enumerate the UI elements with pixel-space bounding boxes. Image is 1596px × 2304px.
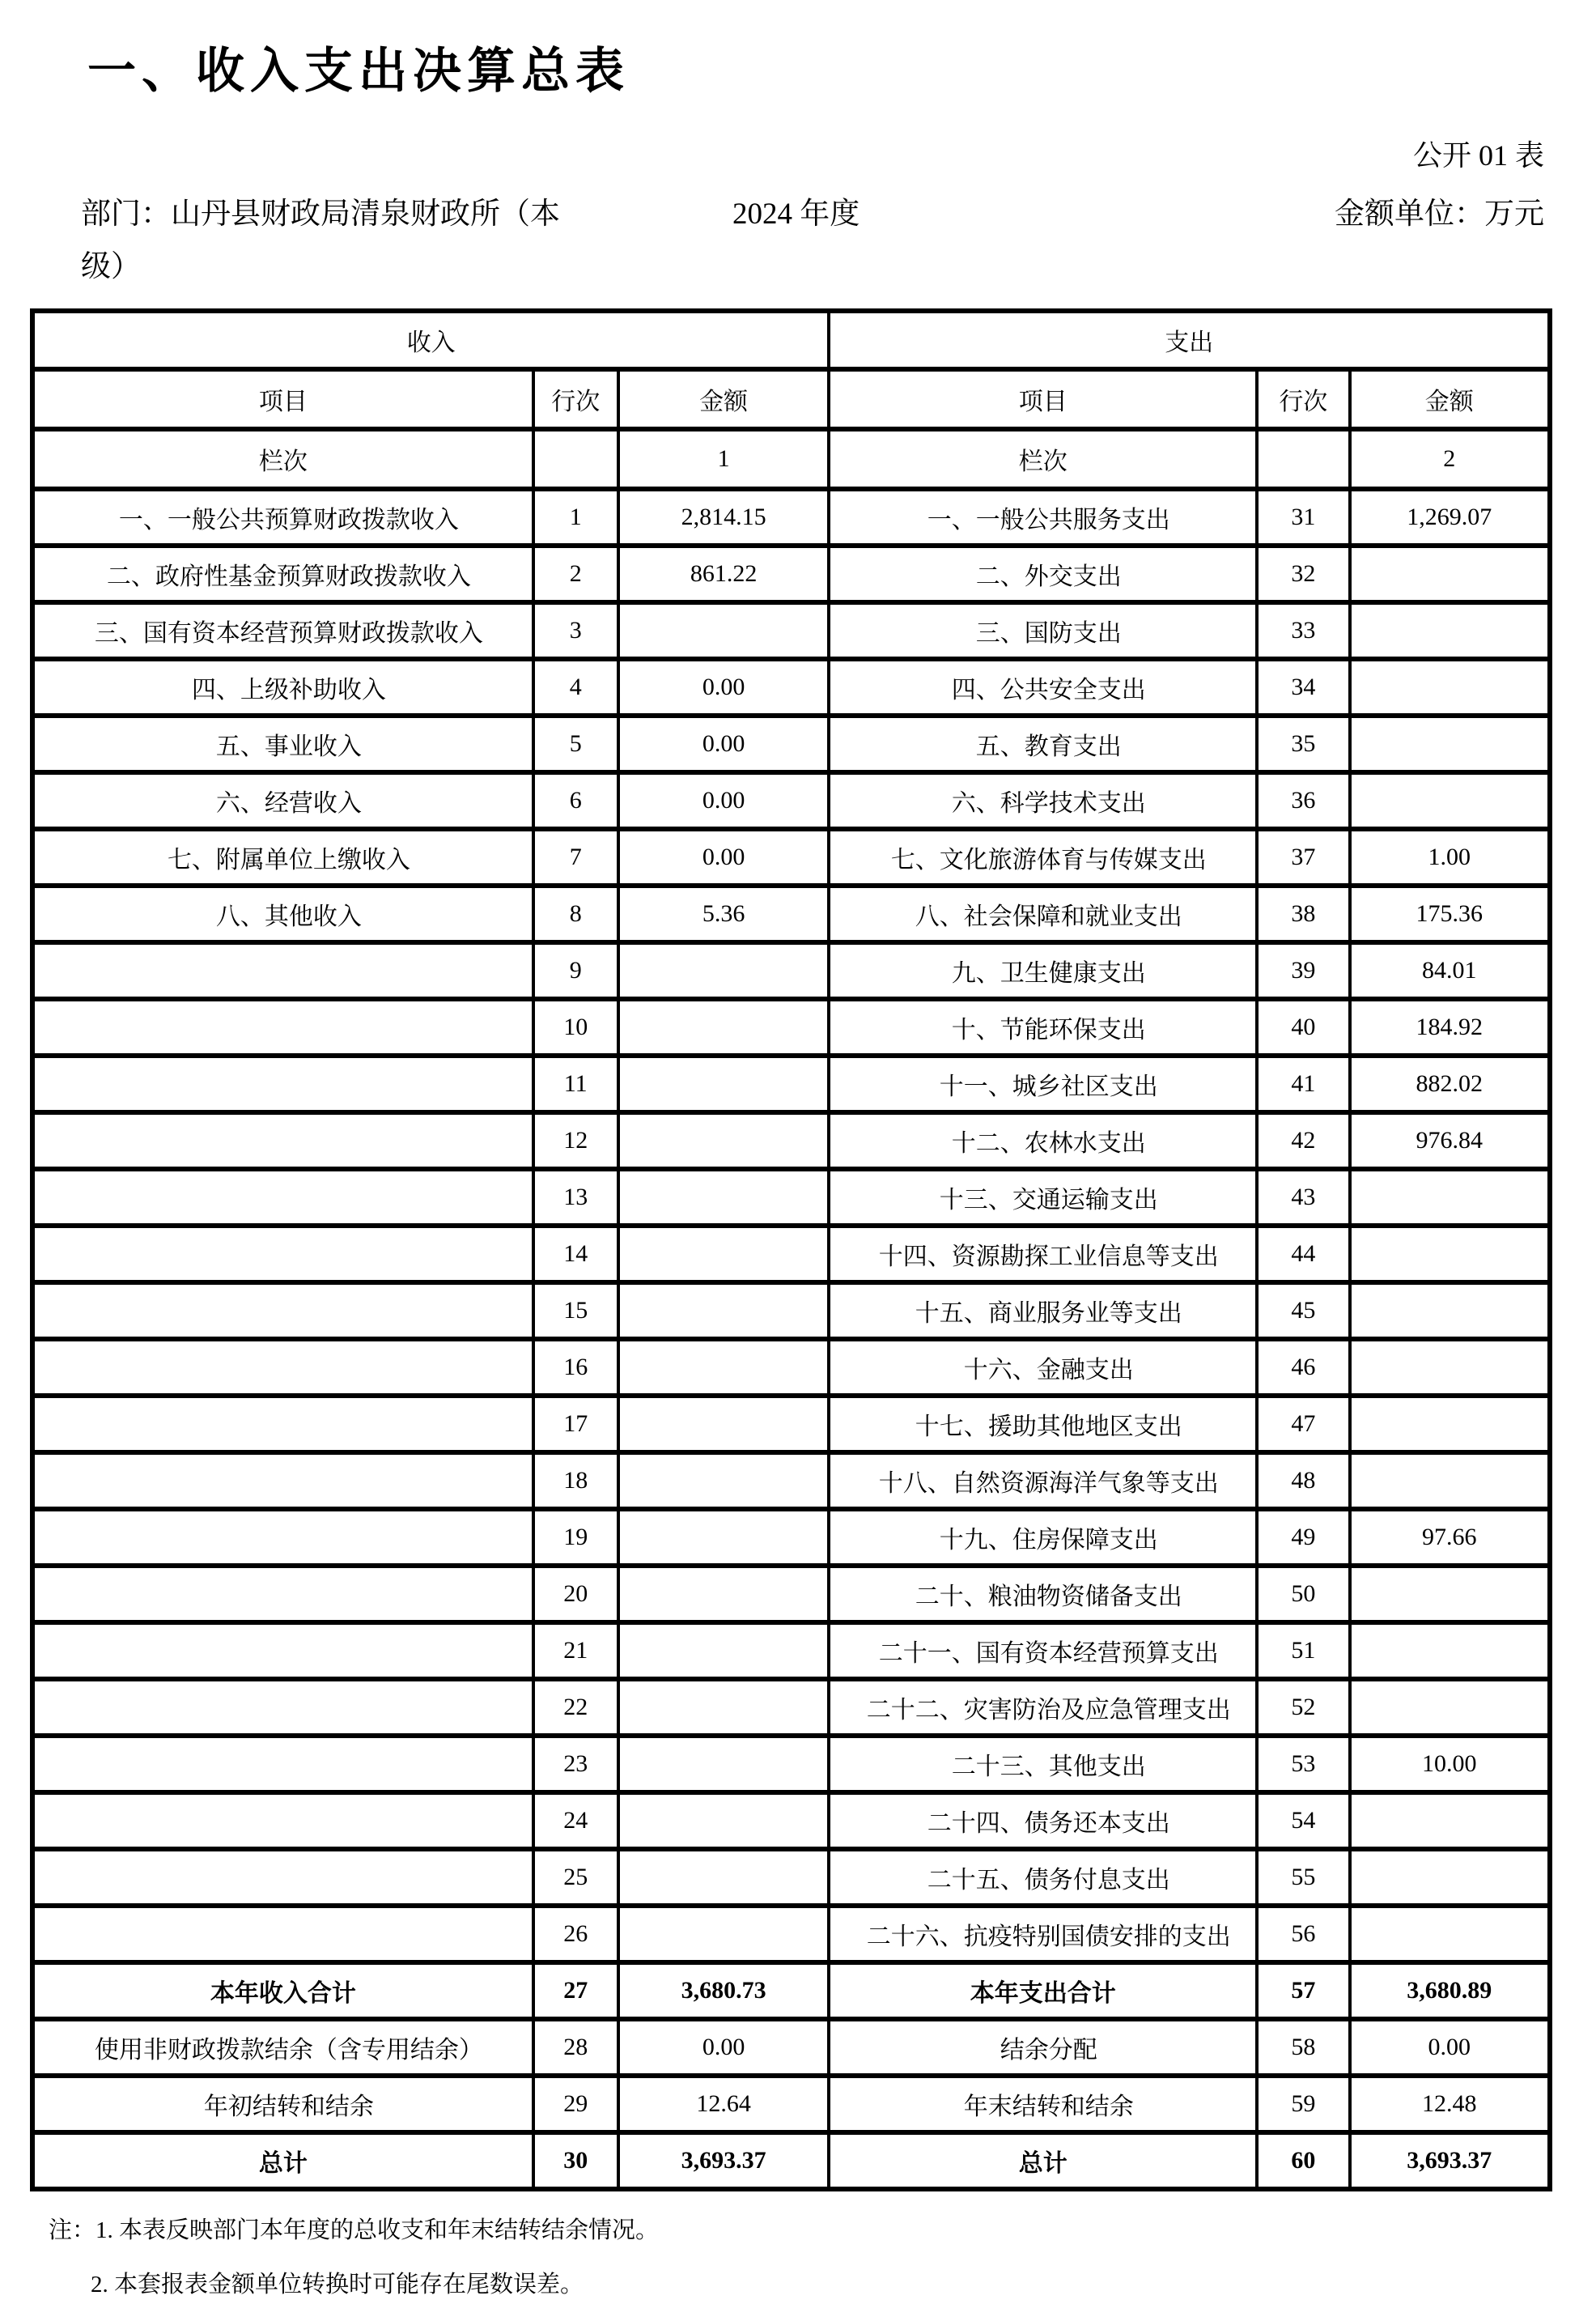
- expense-item-cell: 十四、资源勘探工业信息等支出: [829, 1226, 1257, 1282]
- income-amount-cell: 0.00: [618, 716, 830, 772]
- expense-section-header: 支出: [829, 311, 1550, 369]
- expense-item-cell: 五、教育支出: [829, 716, 1257, 772]
- expense-item-cell: 二十、粮油物资储备支出: [829, 1566, 1257, 1622]
- expense-item-cell: 总计: [829, 2132, 1257, 2189]
- table-row: [32, 1509, 1550, 1566]
- expense-amount-cell: [1350, 1566, 1551, 1622]
- expense-amount-cell: [1350, 1849, 1551, 1906]
- table-row: [32, 1056, 1550, 1112]
- income-line-cell: 4: [533, 659, 618, 716]
- income-line-cell: 25: [533, 1849, 618, 1906]
- expense-line-header: 行次: [1257, 369, 1349, 429]
- expense-item-cell: 结余分配: [829, 2019, 1257, 2076]
- expense-line-cell: 32: [1257, 546, 1349, 602]
- expense-item-cell: 本年支出合计: [829, 1962, 1257, 2019]
- income-amount-cell: [618, 1282, 830, 1339]
- income-line-cell: 17: [533, 1396, 618, 1452]
- expense-line-cell: 49: [1257, 1509, 1349, 1566]
- income-amount-cell: [618, 1509, 830, 1566]
- income-line-blank: [533, 429, 618, 489]
- expense-amount-cell: [1350, 1452, 1551, 1509]
- expense-line-cell: 54: [1257, 1792, 1349, 1849]
- expense-amount-cell: [1350, 1226, 1551, 1282]
- income-item-cell: [32, 1736, 533, 1792]
- income-line-cell: 9: [533, 942, 618, 999]
- table-row: [32, 1396, 1550, 1452]
- expense-item-cell: 八、社会保障和就业支出: [829, 886, 1257, 942]
- income-item-cell: [32, 1339, 533, 1396]
- table-column-header-row: [32, 369, 1550, 429]
- expense-line-cell: 33: [1257, 602, 1349, 659]
- expense-line-cell: 37: [1257, 829, 1349, 886]
- expense-item-cell: 七、文化旅游体育与传媒支出: [829, 829, 1257, 886]
- expense-amount-cell: 0.00: [1350, 2019, 1551, 2076]
- income-item-cell: 总计: [32, 2132, 533, 2189]
- income-item-cell: [32, 1169, 533, 1226]
- expense-amount-cell: 84.01: [1350, 942, 1551, 999]
- expense-line-cell: 58: [1257, 2019, 1349, 2076]
- expense-item-header: 项目: [829, 369, 1257, 429]
- public-table-number: 公开 01 表: [1412, 139, 1544, 172]
- table-row: [32, 942, 1550, 999]
- table-group-header-row: [32, 311, 1550, 369]
- expense-line-cell: 31: [1257, 489, 1349, 546]
- expense-index-label: 栏次: [829, 429, 1257, 489]
- income-amount-cell: [618, 1792, 830, 1849]
- expense-item-cell: 十一、城乡社区支出: [829, 1056, 1257, 1112]
- table-row: [32, 1849, 1550, 1906]
- income-line-cell: 30: [533, 2132, 618, 2189]
- expense-amount-cell: 1.00: [1350, 829, 1551, 886]
- income-item-cell: [32, 1849, 533, 1906]
- expense-amount-cell: [1350, 1169, 1551, 1226]
- income-line-cell: 15: [533, 1282, 618, 1339]
- page-title: 一、收入支出决算总表: [87, 44, 630, 98]
- expense-amount-cell: 184.92: [1350, 999, 1551, 1056]
- expense-line-cell: 42: [1257, 1112, 1349, 1169]
- income-item-cell: [32, 1906, 533, 1962]
- income-amount-cell: [618, 1622, 830, 1679]
- expense-amount-cell: [1350, 1622, 1551, 1679]
- expense-line-cell: 60: [1257, 2132, 1349, 2189]
- expense-line-cell: 55: [1257, 1849, 1349, 1906]
- income-amount-cell: [618, 1679, 830, 1736]
- income-amount-cell: [618, 999, 830, 1056]
- expense-amount-cell: 1,269.07: [1350, 489, 1551, 546]
- income-item-cell: [32, 1792, 533, 1849]
- income-item-cell: 五、事业收入: [32, 716, 533, 772]
- income-line-cell: 16: [533, 1339, 618, 1396]
- income-line-cell: 26: [533, 1906, 618, 1962]
- income-line-cell: 6: [533, 772, 618, 829]
- income-line-cell: 20: [533, 1566, 618, 1622]
- expense-item-cell: 二十六、抗疫特别国债安排的支出: [829, 1906, 1257, 1962]
- expense-amount-cell: [1350, 1282, 1551, 1339]
- income-amount-cell: [618, 942, 830, 999]
- expense-item-cell: 二十一、国有资本经营预算支出: [829, 1622, 1257, 1679]
- income-item-cell: [32, 1112, 533, 1169]
- table-row: [32, 659, 1550, 716]
- income-item-cell: [32, 999, 533, 1056]
- income-amount-cell: [618, 1339, 830, 1396]
- table-row: [32, 1679, 1550, 1736]
- expense-amount-cell: 10.00: [1350, 1736, 1551, 1792]
- income-item-cell: 二、政府性基金预算财政拨款收入: [32, 546, 533, 602]
- table-row: [32, 886, 1550, 942]
- income-amount-cell: 2,814.15: [618, 489, 830, 546]
- income-line-cell: 3: [533, 602, 618, 659]
- income-item-cell: 七、附属单位上缴收入: [32, 829, 533, 886]
- expense-line-cell: 39: [1257, 942, 1349, 999]
- expense-line-cell: 51: [1257, 1622, 1349, 1679]
- expense-item-cell: 十八、自然资源海洋气象等支出: [829, 1452, 1257, 1509]
- table-row: [32, 489, 1550, 546]
- income-amount-cell: 12.64: [618, 2076, 830, 2132]
- table-index-row: [32, 429, 1550, 489]
- table-row: [32, 716, 1550, 772]
- income-amount-cell: 0.00: [618, 829, 830, 886]
- income-amount-cell: [618, 1112, 830, 1169]
- expense-line-cell: 34: [1257, 659, 1349, 716]
- income-line-cell: 10: [533, 999, 618, 1056]
- footnote-2: 2. 本套报表金额单位转换时可能存在尾数误差。: [91, 2272, 584, 2298]
- income-line-cell: 29: [533, 2076, 618, 2132]
- income-line-cell: 1: [533, 489, 618, 546]
- expense-amount-cell: 3,680.89: [1350, 1962, 1551, 2019]
- expense-line-cell: 44: [1257, 1226, 1349, 1282]
- expense-line-cell: 38: [1257, 886, 1349, 942]
- table-row: [32, 1622, 1550, 1679]
- income-item-cell: [32, 942, 533, 999]
- summary-table: [30, 308, 1552, 2191]
- income-line-cell: 19: [533, 1509, 618, 1566]
- expense-item-cell: 四、公共安全支出: [829, 659, 1257, 716]
- income-line-cell: 21: [533, 1622, 618, 1679]
- table-row: [32, 1282, 1550, 1339]
- income-item-cell: 六、经营收入: [32, 772, 533, 829]
- income-amount-cell: 5.36: [618, 886, 830, 942]
- expense-line-cell: 57: [1257, 1962, 1349, 2019]
- expense-line-cell: 47: [1257, 1396, 1349, 1452]
- table-row: [32, 2132, 1550, 2189]
- table-row: [32, 2076, 1550, 2132]
- expense-line-cell: 46: [1257, 1339, 1349, 1396]
- income-line-cell: 11: [533, 1056, 618, 1112]
- expense-item-cell: 十九、住房保障支出: [829, 1509, 1257, 1566]
- income-item-cell: 年初结转和结余: [32, 2076, 533, 2132]
- expense-line-cell: 59: [1257, 2076, 1349, 2132]
- income-line-cell: 27: [533, 1962, 618, 2019]
- income-line-header: 行次: [533, 369, 618, 429]
- expense-item-cell: 十五、商业服务业等支出: [829, 1282, 1257, 1339]
- table-row: [32, 1792, 1550, 1849]
- table-row: [32, 999, 1550, 1056]
- income-amount-cell: 861.22: [618, 546, 830, 602]
- income-line-cell: 13: [533, 1169, 618, 1226]
- income-item-cell: 使用非财政拨款结余（含专用结余）: [32, 2019, 533, 2076]
- income-item-cell: [32, 1396, 533, 1452]
- expense-column-number: 2: [1350, 429, 1551, 489]
- table-row: [32, 1736, 1550, 1792]
- income-amount-cell: [618, 1849, 830, 1906]
- income-line-cell: 2: [533, 546, 618, 602]
- expense-line-cell: 36: [1257, 772, 1349, 829]
- expense-line-cell: 43: [1257, 1169, 1349, 1226]
- expense-amount-header: 金额: [1350, 369, 1551, 429]
- expense-amount-cell: [1350, 716, 1551, 772]
- income-amount-cell: 3,693.37: [618, 2132, 830, 2189]
- income-section-header: 收入: [32, 311, 829, 369]
- expense-item-cell: 三、国防支出: [829, 602, 1257, 659]
- income-amount-cell: [618, 1226, 830, 1282]
- income-item-cell: 本年收入合计: [32, 1962, 533, 2019]
- table-row: [32, 1906, 1550, 1962]
- expense-amount-cell: 175.36: [1350, 886, 1551, 942]
- income-line-cell: 12: [533, 1112, 618, 1169]
- income-amount-cell: [618, 1906, 830, 1962]
- expense-item-cell: 六、科学技术支出: [829, 772, 1257, 829]
- income-line-cell: 18: [533, 1452, 618, 1509]
- expense-item-cell: 十、节能环保支出: [829, 999, 1257, 1056]
- income-column-number: 1: [618, 429, 830, 489]
- expense-line-cell: 45: [1257, 1282, 1349, 1339]
- expense-item-cell: 十三、交通运输支出: [829, 1169, 1257, 1226]
- expense-item-cell: 年末结转和结余: [829, 2076, 1257, 2132]
- income-line-cell: 24: [533, 1792, 618, 1849]
- meta-row: [30, 189, 1552, 308]
- expense-item-cell: 二、外交支出: [829, 546, 1257, 602]
- expense-item-cell: 二十三、其他支出: [829, 1736, 1257, 1792]
- expense-item-cell: 二十二、灾害防治及应急管理支出: [829, 1679, 1257, 1736]
- table-row: [32, 2019, 1550, 2076]
- expense-amount-cell: [1350, 1792, 1551, 1849]
- income-amount-cell: 0.00: [618, 2019, 830, 2076]
- table-row: [32, 772, 1550, 829]
- income-item-cell: [32, 1226, 533, 1282]
- income-item-cell: [32, 1509, 533, 1566]
- expense-line-cell: 52: [1257, 1679, 1349, 1736]
- income-item-cell: 八、其他收入: [32, 886, 533, 942]
- table-row: [32, 1112, 1550, 1169]
- income-amount-header: 金额: [618, 369, 830, 429]
- expense-line-cell: 40: [1257, 999, 1349, 1056]
- expense-line-cell: 50: [1257, 1566, 1349, 1622]
- expense-amount-cell: [1350, 546, 1551, 602]
- income-line-cell: 22: [533, 1679, 618, 1736]
- expense-amount-cell: [1350, 1339, 1551, 1396]
- income-item-header: 项目: [32, 369, 533, 429]
- income-line-cell: 5: [533, 716, 618, 772]
- income-amount-cell: 0.00: [618, 772, 830, 829]
- table-row: [32, 1566, 1550, 1622]
- table-row: [32, 546, 1550, 602]
- expense-item-cell: 二十四、债务还本支出: [829, 1792, 1257, 1849]
- expense-amount-cell: [1350, 659, 1551, 716]
- income-amount-cell: [618, 1566, 830, 1622]
- expense-amount-cell: 3,693.37: [1350, 2132, 1551, 2189]
- income-line-cell: 14: [533, 1226, 618, 1282]
- income-item-cell: [32, 1566, 533, 1622]
- income-item-cell: [32, 1282, 533, 1339]
- expense-item-cell: 十六、金融支出: [829, 1339, 1257, 1396]
- income-line-cell: 8: [533, 886, 618, 942]
- expense-item-cell: 十二、农林水支出: [829, 1112, 1257, 1169]
- footnote-1: 注：1. 本表反映部门本年度的总收支和年末结转结余情况。: [49, 2217, 660, 2243]
- income-amount-cell: [618, 1452, 830, 1509]
- income-item-cell: 三、国有资本经营预算财政拨款收入: [32, 602, 533, 659]
- expense-item-cell: 二十五、债务付息支出: [829, 1849, 1257, 1906]
- fiscal-year-label: 2024 年度: [732, 198, 860, 231]
- table-row: [32, 1962, 1550, 2019]
- expense-line-cell: 35: [1257, 716, 1349, 772]
- income-item-cell: [32, 1622, 533, 1679]
- expense-item-cell: 一、一般公共服务支出: [829, 489, 1257, 546]
- expense-amount-cell: [1350, 602, 1551, 659]
- department-label: 部门：山丹县财政局清泉财政所（本级）: [81, 198, 560, 283]
- table-row: [32, 1339, 1550, 1396]
- income-amount-cell: [618, 1056, 830, 1112]
- expense-amount-cell: 976.84: [1350, 1112, 1551, 1169]
- amount-unit-label: 金额单位：万元: [1335, 198, 1544, 231]
- income-amount-cell: [618, 1736, 830, 1792]
- table-row: [32, 1452, 1550, 1509]
- income-item-cell: 四、上级补助收入: [32, 659, 533, 716]
- income-amount-cell: 3,680.73: [618, 1962, 830, 2019]
- expense-line-cell: 56: [1257, 1906, 1349, 1962]
- expense-amount-cell: [1350, 1679, 1551, 1736]
- expense-line-cell: 53: [1257, 1736, 1349, 1792]
- income-item-cell: [32, 1452, 533, 1509]
- income-index-label: 栏次: [32, 429, 533, 489]
- expense-item-cell: 十七、援助其他地区支出: [829, 1396, 1257, 1452]
- expense-line-cell: 41: [1257, 1056, 1349, 1112]
- expense-amount-cell: [1350, 1906, 1551, 1962]
- income-amount-cell: [618, 602, 830, 659]
- income-line-cell: 7: [533, 829, 618, 886]
- expense-amount-cell: [1350, 1396, 1551, 1452]
- expense-amount-cell: 882.02: [1350, 1056, 1551, 1112]
- expense-amount-cell: 97.66: [1350, 1509, 1551, 1566]
- income-item-cell: [32, 1056, 533, 1112]
- income-line-cell: 23: [533, 1736, 618, 1792]
- income-amount-cell: 0.00: [618, 659, 830, 716]
- expense-item-cell: 九、卫生健康支出: [829, 942, 1257, 999]
- table-row: [32, 602, 1550, 659]
- table-row: [32, 1226, 1550, 1282]
- income-amount-cell: [618, 1169, 830, 1226]
- expense-amount-cell: [1350, 772, 1551, 829]
- income-line-cell: 28: [533, 2019, 618, 2076]
- table-row: [32, 829, 1550, 886]
- income-item-cell: [32, 1679, 533, 1736]
- footnotes: [30, 2219, 1552, 2297]
- income-item-cell: 一、一般公共预算财政拨款收入: [32, 489, 533, 546]
- expense-amount-cell: 12.48: [1350, 2076, 1551, 2132]
- income-amount-cell: [618, 1396, 830, 1452]
- expense-line-cell: 48: [1257, 1452, 1349, 1509]
- table-row: [32, 1169, 1550, 1226]
- expense-line-blank: [1257, 429, 1349, 489]
